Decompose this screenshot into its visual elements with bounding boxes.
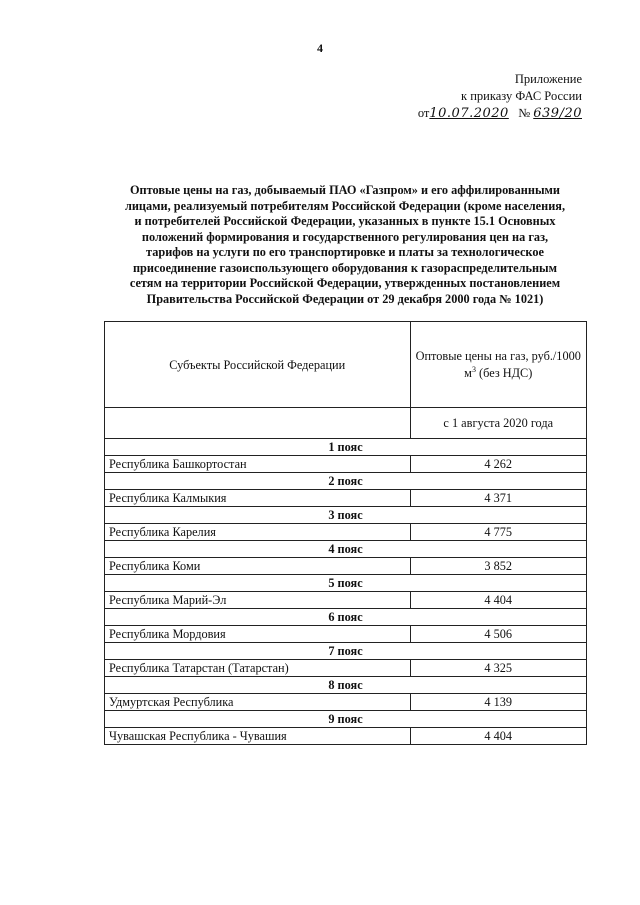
appendix-date-number [392,105,582,122]
region-name: Республика Марий-Эл [105,592,411,609]
table-row [105,524,587,541]
title-line: сетям на территории Российской Федерации, утвержденных постановлением [129,276,561,290]
table-row [105,558,587,575]
header-price-main: Оптовые цены на газ, руб./1000 м [415,348,581,380]
zone-label: 8 пояс [105,677,587,694]
zone-label: 5 пояс [105,575,587,592]
price-value: 4 404 [410,592,587,609]
appendix-title: Приложение [514,72,582,86]
region-name: Республика Мордовия [105,626,411,643]
title-line: тарифов на услуги по его транспортировке и платы за технологическое [146,245,544,259]
price-value: 4 325 [410,660,587,677]
header-subject: Субъекты Российской Федерации [105,322,411,408]
zone-label: 7 пояс [105,643,587,660]
zone-row [105,507,587,524]
header-price [410,322,587,408]
price-value: 4 371 [410,490,587,507]
price-value: 3 852 [410,558,587,575]
region-name: Республика Татарстан (Татарстан) [105,660,411,677]
table-row [105,456,587,473]
zone-row [105,575,587,592]
zone-label: 4 пояс [105,541,587,558]
zone-row [105,677,587,694]
table-row [105,592,587,609]
price-table [104,321,587,745]
title-line: Правительства Российской Федерации от 29 декабря 2000 года № 1021) [146,291,544,306]
zone-row [105,609,587,626]
price-value: 4 262 [410,456,587,473]
header-price-sup: 3 [471,364,476,374]
region-name: Чувашская Республика - Чувашия [105,728,411,745]
title-line: положений формирования и государственного регулирования цен на газ, [141,229,549,244]
title-line: лицами, реализуемый потребителям Российской Федерации (кроме населения, [124,198,566,213]
price-value: 4 139 [410,694,587,711]
table-row [105,728,587,745]
region-name: Республика Калмыкия [105,490,411,507]
zone-row [105,643,587,660]
title-line: Оптовые цены на газ, добываемый ПАО «Газпром» и его аффилированными [129,183,561,197]
region-name: Республика Коми [105,558,411,575]
zone-row [105,541,587,558]
appendix-block [392,71,582,122]
date-row [105,408,587,439]
appendix-order-ref: к приказу ФАС России [461,89,582,103]
title-line: и потребителей Российской Федерации, указанных в пункте 15.1 Основных [134,214,556,228]
zone-label: 6 пояс [105,609,587,626]
region-name: Удмуртская Республика [105,694,411,711]
price-value: 4 404 [410,728,587,745]
zone-label: 3 пояс [105,507,587,524]
zone-row [105,711,587,728]
table-row [105,490,587,507]
date-prefix: от [417,106,430,120]
header-price-suffix: (без НДС) [475,365,533,380]
region-name: Республика Карелия [105,524,411,541]
date-empty-cell [105,408,411,439]
table-row [105,694,587,711]
document-title [100,183,590,307]
price-value: 4 506 [410,626,587,643]
page-number: 4 [317,41,323,55]
zone-label: 1 пояс [105,439,587,456]
handwritten-date: 10.07.2020 [429,106,509,121]
zone-label: 2 пояс [105,473,587,490]
zone-row [105,473,587,490]
title-line: присоединение газоиспользующего оборудования к газораспределительным [132,260,558,275]
table-row [105,626,587,643]
zone-row [105,439,587,456]
region-name: Республика Башкортостан [105,456,411,473]
table-header-row [105,322,587,408]
handwritten-number: 639/20 [533,106,582,121]
date-label: с 1 августа 2020 года [410,408,587,439]
table-row [105,660,587,677]
number-prefix: № [518,106,531,120]
price-value: 4 775 [410,524,587,541]
zone-label: 9 пояс [105,711,587,728]
